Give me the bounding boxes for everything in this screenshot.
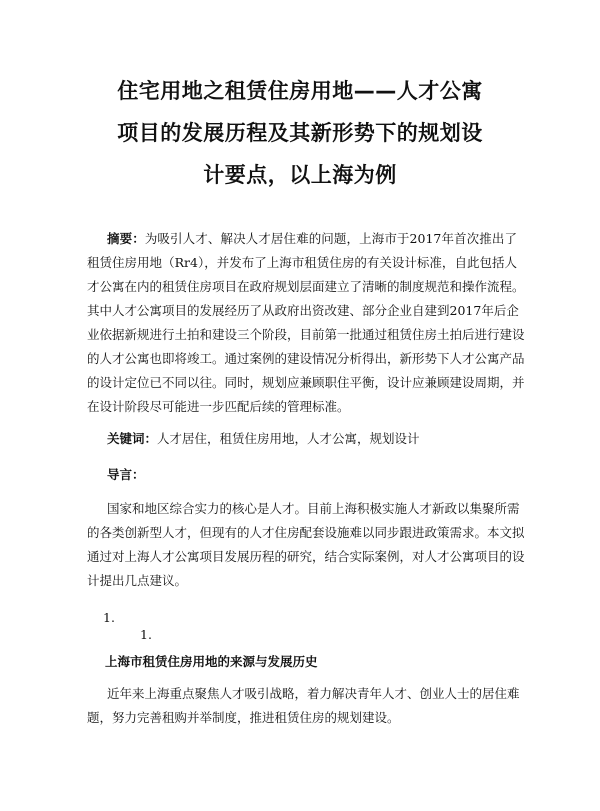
intro-text-line-1: 国家和地区综合实力的核心是人才。目前上海积极实施人才新政以集聚所需 (107, 501, 520, 516)
title-line-3: 计要点，以上海为例 (203, 163, 397, 187)
abstract-section (87, 227, 525, 419)
keywords-line (87, 427, 517, 451)
abstract-text-line-7: 的设计定位已不同以往。同时，规划应兼顾职住平衡，设计应兼顾建设周期，并 (87, 375, 525, 390)
intro-heading (87, 463, 517, 487)
section-text-line-2: 题，努力完善租购并举制度，推进租赁住房的规划建设。 (87, 710, 400, 725)
section-body (87, 682, 520, 730)
list-number-level-1: 1. (103, 610, 115, 625)
keywords-section (87, 427, 517, 451)
intro-text-line-2: 的各类创新型人才，但现有的人才住房配套设施难以同步跟进政策需求。本文拟 (87, 525, 525, 540)
intro-text-line-4: 计提出几点建议。 (87, 573, 188, 588)
abstract-label: 摘要： (107, 231, 145, 246)
abstract-text-line-8: 在设计阶段尽可能进一步匹配后续的管理标准。 (87, 399, 350, 414)
title-line-2: 项目的发展历程及其新形势下的规划设 (117, 121, 483, 145)
intro-text-line-3: 通过对上海人才公寓项目发展历程的研究，结合实际案例，对人才公寓项目的设 (87, 549, 525, 564)
list-number-level-2: 1. (140, 627, 152, 642)
title-line-1: 住宅用地之租赁住房用地——人才公寓 (117, 79, 483, 103)
abstract-text-line-2: 租赁住房用地（Rr4），并发布了上海市租赁住房的有关设计标准，自此包括人 (87, 255, 517, 270)
section-heading: 上海市租赁住房用地的来源与发展历史 (105, 654, 318, 669)
keywords-label: 关键词： (107, 431, 158, 446)
abstract-text-line-5: 业依据新规进行土拍和建设三个阶段，目前第一批通过租赁住房土拍后进行建设 (87, 327, 525, 342)
abstract-first-line (87, 227, 517, 251)
section-text-line-1: 近年来上海重点聚焦人才吸引战略，着力解决青年人才、创业人士的居住难 (107, 686, 520, 701)
keywords-text: 人才居住，租赁住房用地，人才公寓，规划设计 (157, 431, 420, 446)
abstract-text-line-6: 的人才公寓也即将竣工。通过案例的建设情况分析得出，新形势下人才公寓产品 (87, 351, 525, 366)
abstract-text-line-3: 才公寓在内的租赁住房项目在政府规划层面建立了清晰的制度规范和操作流程。 (87, 279, 525, 294)
abstract-text-line-1: 为吸引人才、解决人才居住难的问题，上海市于2017年首次推出了 (144, 231, 517, 246)
intro-label: 导言： (107, 467, 145, 482)
intro-section (87, 497, 525, 593)
abstract-text-line-4: 其中人才公寓项目的发展经历了从政府出资改建、部分企业自建到2017年后企 (87, 303, 519, 318)
document-title (70, 70, 530, 196)
